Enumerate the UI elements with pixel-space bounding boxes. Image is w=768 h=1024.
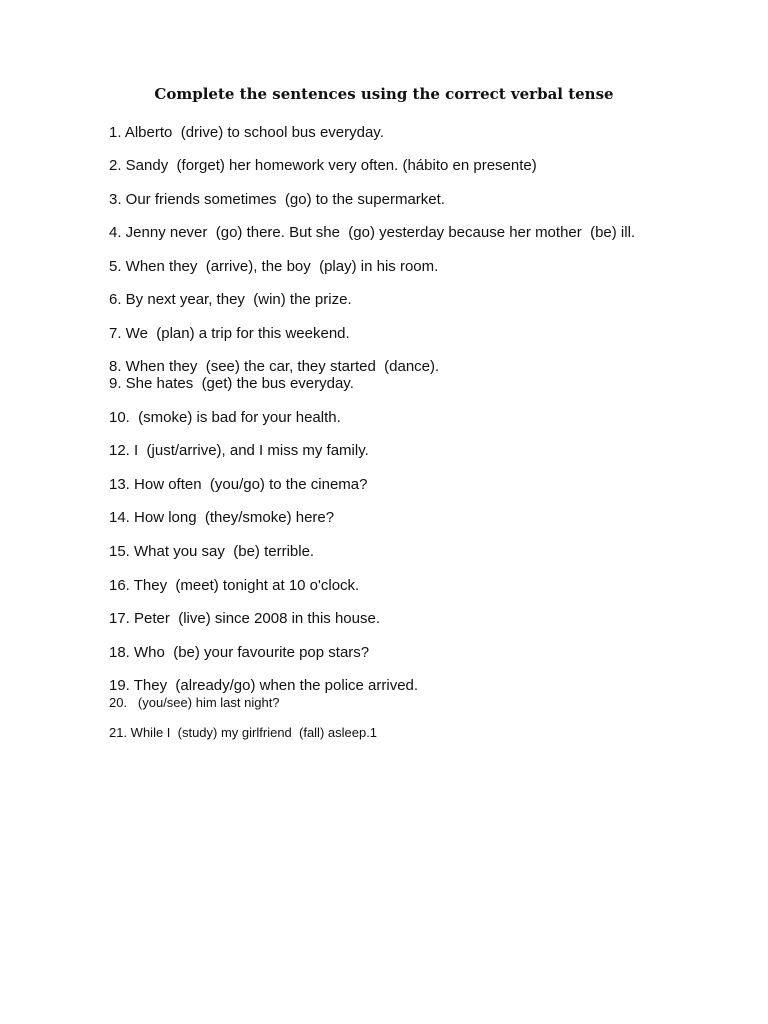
sentence-14: 14. How long (they/smoke) here? [109, 509, 335, 526]
sentence-5: 5. When they (arrive), the boy (play) in his room. [109, 258, 439, 275]
sentence-4: 4. Jenny never (go) there. But she (go) yesterday because her mother (be) ill. [109, 224, 636, 241]
sentence-19: 19. They (already/go) when the police arrived. [109, 677, 419, 694]
sentence-10: 10. (smoke) is bad for your health. [109, 409, 341, 426]
sentence-13: 13. How often (you/go) to the cinema? [109, 476, 368, 493]
sentence-1: 1. Alberto (drive) to school bus everyday. [109, 124, 384, 141]
sentence-8: 8. When they (see) the car, they started (dance). [109, 358, 440, 375]
worksheet-title: Complete the sentences using the correct verbal tense [154, 85, 614, 103]
sentence-21: 21. While I (study) my girlfriend (fall) asleep.1 [109, 725, 378, 740]
sentence-7: 7. We (plan) a trip for this weekend. [109, 325, 350, 342]
sentence-12: 12. I (just/arrive), and I miss my family. [109, 442, 369, 459]
sentence-15: 15. What you say (be) terrible. [109, 543, 315, 560]
sentence-18: 18. Who (be) your favourite pop stars? [109, 644, 370, 661]
sentence-17: 17. Peter (live) since 2008 in this house. [109, 610, 380, 627]
sentence-3: 3. Our friends sometimes (go) to the supermarket. [109, 191, 445, 208]
sentence-16: 16. They (meet) tonight at 10 o'clock. [109, 577, 360, 594]
sentence-2: 2. Sandy (forget) her homework very often. (hábito en presente) [109, 157, 537, 174]
sentence-20: 20. (you/see) him last night? [109, 695, 280, 710]
sentence-9: 9. She hates (get) the bus everyday. [109, 375, 354, 392]
sentence-6: 6. By next year, they (win) the prize. [109, 291, 352, 308]
